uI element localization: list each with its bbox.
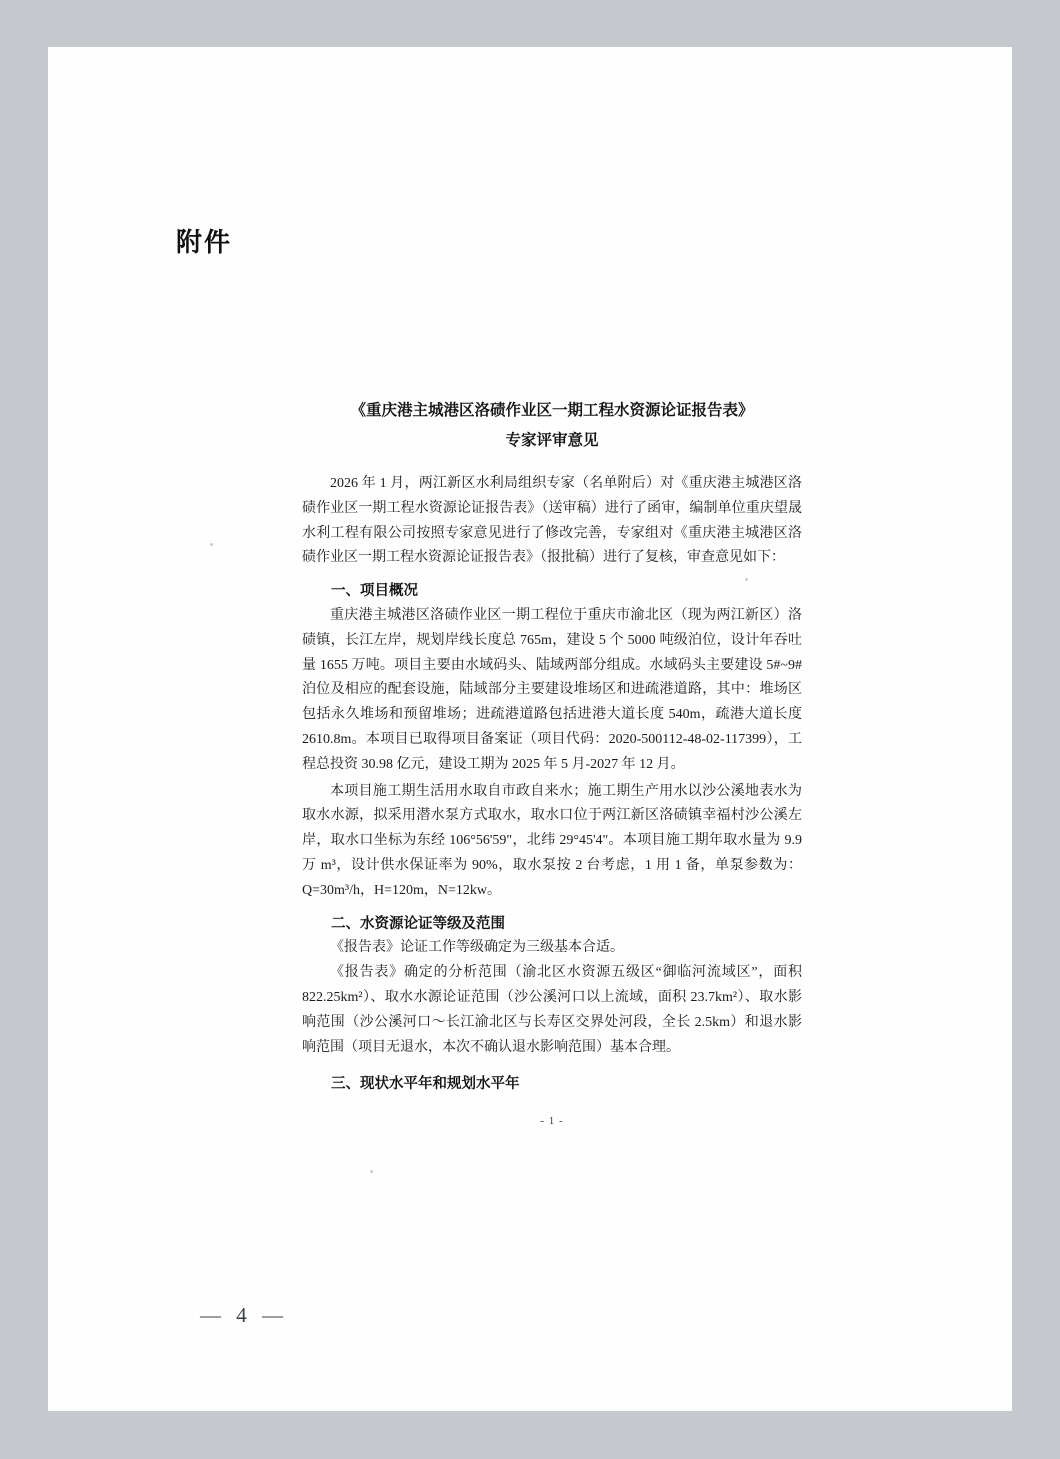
assessment-scope-paragraph: 《报告表》确定的分析范围（渝北区水资源五级区“御临河流域区”，面积 822.25km²）、取水水源论证范围（沙公溪河口以上流域，面积 23.7km²）、取水影响范围（沙公溪河口～长江渝北区与长寿区交界处河段，全长 2.5km）和退水影响范围（项目无退水，本次不确认退水影响范围）基本合理。 [302,965,802,1055]
attachment-label: 附件 [176,227,233,257]
intro-paragraph: 2026 年 1 月，两江新区水利局组织专家（名单附后）对《重庆港主城港区洛碛作业区一期工程水资源论证报告表》（送审稿）进行了函审，编制单位重庆望晟水利工程有限公司按照专家意见进行了修改完善，专家组对《重庆港主城港区洛碛作业区一期工程水资源论证报告表》（报批稿）进行了复核，审查意见如下： [302,476,802,566]
section-heading-assessment-scope: 二、水资源论证等级及范围 [331,915,505,932]
footer-page-number: — 4 — [200,1303,288,1327]
document-subtitle: 专家评审意见 [505,432,599,449]
scan-speck [745,578,748,581]
document-body [48,396,1012,1129]
document-page [48,47,1012,1411]
document-title: 《重庆港主城港区洛碛作业区一期工程水资源论证报告表》 [350,402,754,419]
project-overview-paragraph: 重庆港主城港区洛碛作业区一期工程位于重庆市渝北区（现为两江新区）洛碛镇，长江左岸，规划岸线长度总 765m，建设 5 个 5000 吨级泊位，设计年吞吐量 1655 万吨。项目主要由水域码头、陆域两部分组成。水域码头主要建设 5#~9#泊位及相应的配套设施，陆域部分主要建设堆场区和进疏港道路，其中：堆场区包括永久堆场和预留堆场；进疏港道路包括进港大道长度 540m，疏港大道长度 2610.8m。本项目已取得项目备案证（项目代码：2020-500112-48-02-117399），工程总投资 30.98 亿元，建设工期为 2025 年 5 月-2027 年 12 月。 [302,607,802,772]
scan-speck [370,1170,373,1173]
section-heading-planning-years: 三、现状水平年和规划水平年 [331,1076,520,1093]
inner-page-number: - 1 - [540,1115,564,1128]
section-heading-project-overview: 一、项目概况 [331,583,418,600]
water-supply-paragraph: 本项目施工期生活用水取自市政自来水；施工期生产用水以沙公溪地表水为取水水源，拟采用潜水泵方式取水，取水口位于两江新区洛碛镇幸福村沙公溪左岸，取水口坐标为东经 106°56'59"，北纬 29°45'4"。本项目施工期年取水量为 9.9 万 m³，设计供水保证率为 90%，取水泵按 2 台考虑，1 用 1 备，单泵参数为：Q=30m³/h，H=120m，N=12kw。 [302,783,802,898]
assessment-grade-paragraph: 《报告表》论证工作等级确定为三级基本合适。 [330,940,624,956]
scan-speck [210,543,213,546]
